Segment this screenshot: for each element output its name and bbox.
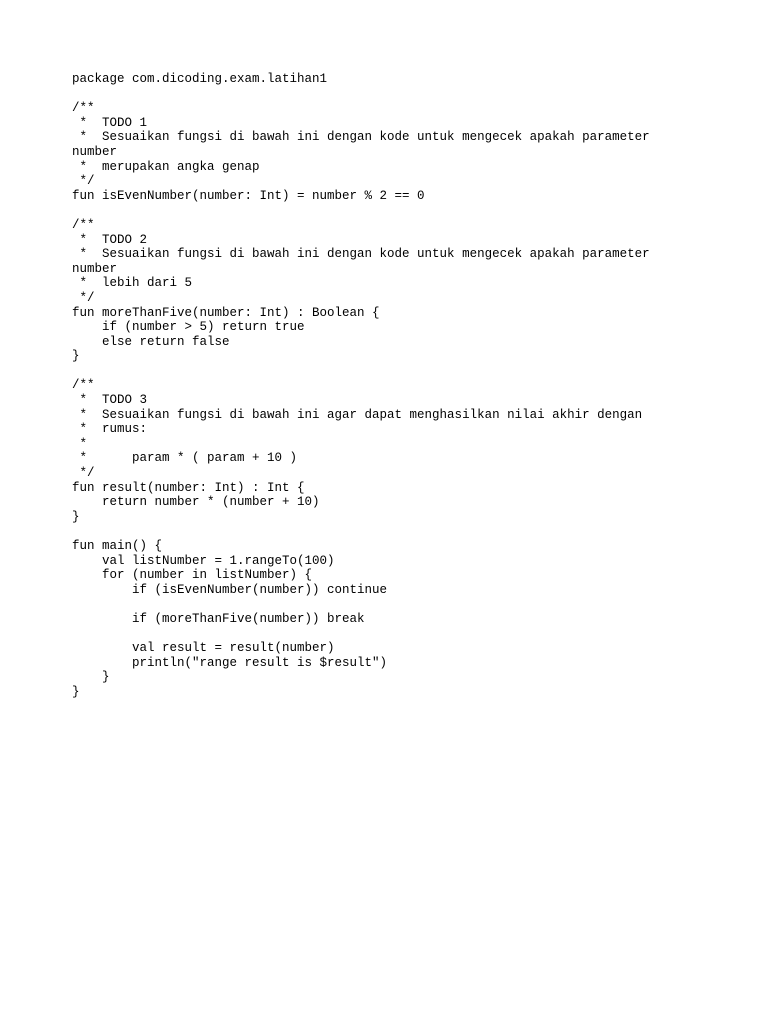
document-page — [72, 72, 712, 700]
code-line: * TODO 1 — [72, 115, 148, 130]
code-line: if (moreThanFive(number)) break — [72, 611, 365, 626]
code-line: fun result(number: Int) : Int { — [72, 480, 305, 495]
code-line — [72, 203, 712, 218]
code-line: * Sesuaikan fungsi di bawah ini agar dapat menghasilkan nilai akhir dengan — [72, 407, 643, 422]
code-line: number — [72, 261, 118, 276]
code-line: * — [72, 436, 88, 451]
code-line: for (number in listNumber) { — [72, 568, 313, 583]
code-line: println("range result is $result") — [72, 655, 388, 670]
code-line: */ — [72, 290, 95, 305]
code-line: val listNumber = 1.rangeTo(100) — [72, 553, 335, 568]
code-line: val result = result(number) — [72, 641, 335, 656]
code-line: } — [72, 670, 110, 685]
code-line: * Sesuaikan fungsi di bawah ini dengan kode untuk mengecek apakah parameter — [72, 130, 650, 145]
code-line — [72, 364, 712, 379]
code-line: * Sesuaikan fungsi di bawah ini dengan kode untuk mengecek apakah parameter — [72, 247, 650, 262]
code-line: fun moreThanFive(number: Int) : Boolean { — [72, 305, 380, 320]
code-line: /** — [72, 101, 95, 116]
code-line — [72, 87, 712, 102]
code-line: fun isEvenNumber(number: Int) = number % 2 == 0 — [72, 188, 425, 203]
code-line: /** — [72, 217, 95, 232]
code-line: } — [72, 509, 80, 524]
code-block — [72, 72, 712, 700]
code-line: */ — [72, 174, 95, 189]
code-line: * rumus: — [72, 422, 148, 437]
code-line: */ — [72, 466, 95, 481]
code-line: if (isEvenNumber(number)) continue — [72, 582, 388, 597]
code-line: * merupakan angka genap — [72, 159, 260, 174]
code-line — [72, 627, 712, 642]
code-line: * param * ( param + 10 ) — [72, 451, 298, 466]
code-line: else return false — [72, 334, 230, 349]
code-line: } — [72, 684, 80, 699]
code-line: } — [72, 349, 80, 364]
code-line: fun main() { — [72, 539, 163, 553]
code-line: if (number > 5) return true — [72, 320, 305, 335]
code-line: * TODO 3 — [72, 393, 148, 408]
code-line — [72, 597, 712, 612]
code-line: * lebih dari 5 — [72, 276, 193, 291]
code-line: * TODO 2 — [72, 232, 148, 247]
code-line: /** — [72, 378, 95, 393]
code-line: package com.dicoding.exam.latihan1 — [72, 72, 328, 86]
code-line: return number * (number + 10) — [72, 495, 320, 510]
code-line — [72, 524, 712, 539]
code-line: number — [72, 144, 118, 159]
